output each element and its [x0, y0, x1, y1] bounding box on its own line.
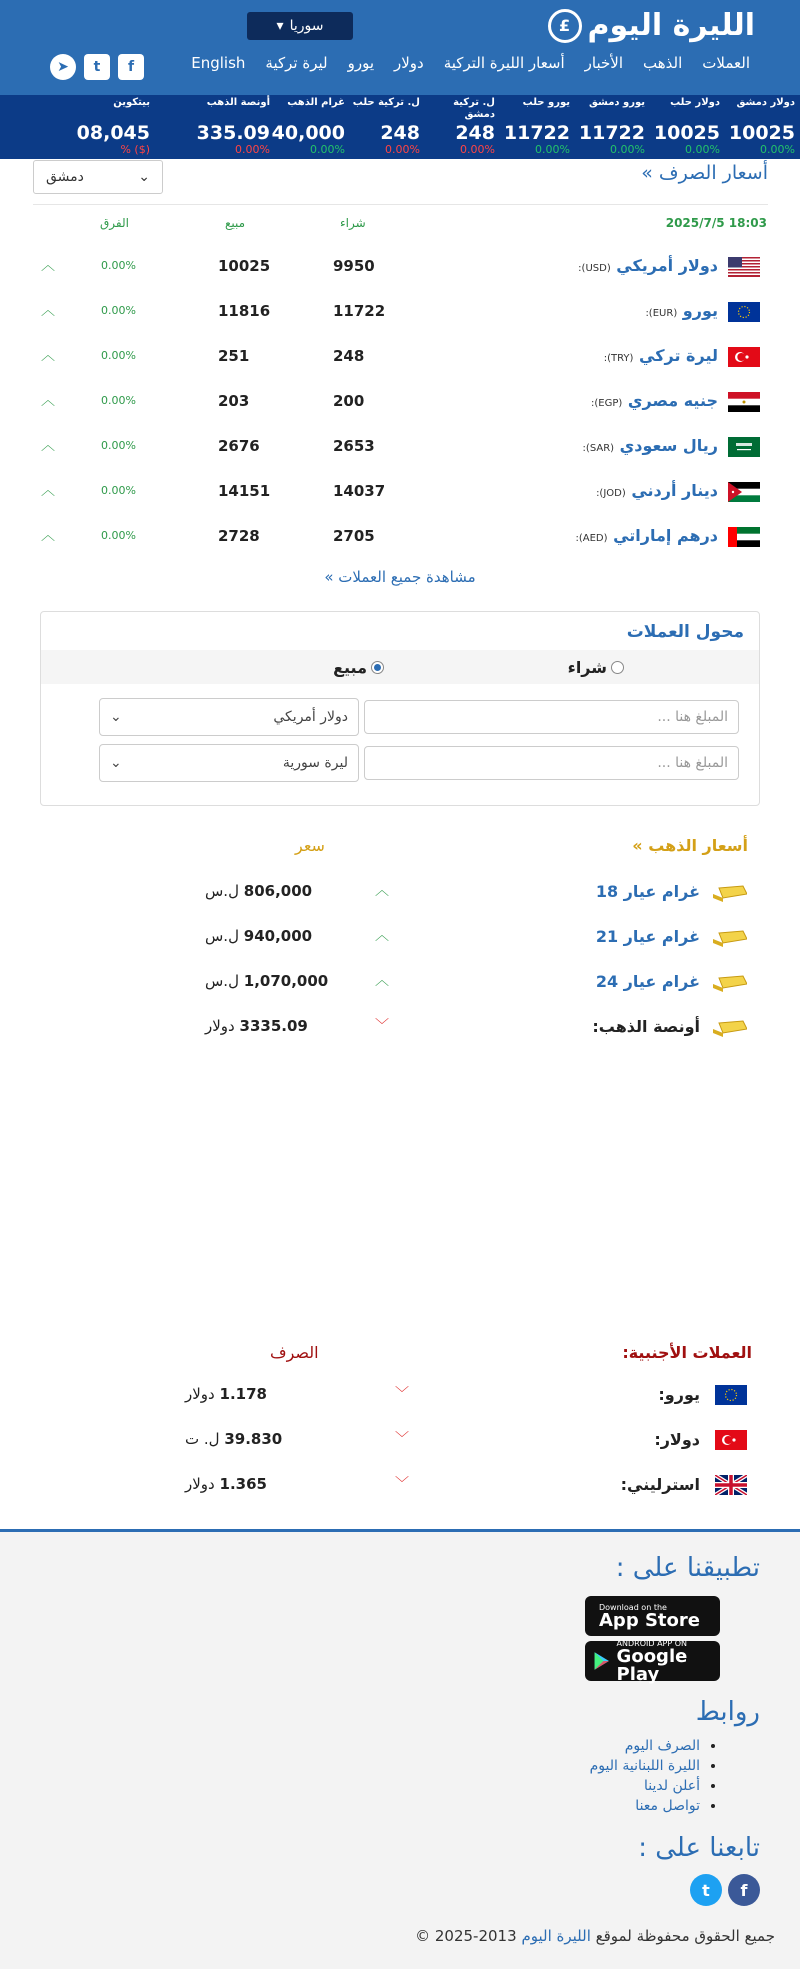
divider — [33, 204, 768, 205]
sa-flag-icon — [728, 437, 760, 457]
ticker-value: 08,045 — [76, 122, 150, 144]
arrow-up-icon: ︿ — [375, 883, 389, 899]
gold-row[interactable] — [45, 960, 755, 1005]
radio-checked-icon — [371, 661, 384, 674]
table-row[interactable] — [33, 333, 768, 378]
country-value: سوريا — [289, 18, 324, 34]
buy-value: 9950 — [333, 257, 375, 275]
gold-value: 1,070,000 ل.س — [205, 972, 329, 990]
foreign-row — [45, 1463, 755, 1508]
ticker-value: 11722 — [503, 122, 570, 144]
site-header — [0, 0, 800, 95]
nav-news[interactable]: الأخبار — [584, 54, 624, 72]
chevron-down-icon: ⌄ — [110, 755, 122, 771]
amount-input-from[interactable]: المبلغ هنا ... — [364, 700, 739, 734]
sell-value: 11816 — [218, 302, 271, 320]
ticker-label: يورو دمشق — [589, 97, 645, 108]
arrow-down-icon: ﹀ — [395, 1431, 409, 1447]
sell-value: 2728 — [218, 527, 260, 545]
table-row[interactable] — [33, 423, 768, 468]
ticker-item[interactable] — [648, 97, 720, 156]
appstore-big: App Store — [599, 1609, 700, 1631]
copyright — [415, 1927, 775, 1945]
converter-title: محول العملات — [626, 622, 744, 642]
ticker-label: دولار حلب — [670, 97, 720, 108]
appstore-small: Download on the — [599, 1602, 667, 1612]
sell-value: 10025 — [218, 257, 271, 275]
us-flag-icon — [728, 257, 760, 277]
ticker-label: ل. تركية دمشق — [453, 97, 495, 120]
arrow-up-icon: ︿ — [41, 258, 55, 274]
update-datetime — [666, 216, 767, 230]
gold-row[interactable] — [45, 870, 755, 915]
ticker-change: 0.00% — [685, 143, 720, 156]
foreign-row — [45, 1373, 755, 1418]
copyright-prefix: جميع الحقوق محفوظة لموقع — [595, 1927, 775, 1945]
update-date: 2025/7/5 — [665, 216, 725, 230]
to-currency-value: ليرة سورية — [282, 755, 348, 771]
twitter-icon[interactable]: t — [84, 54, 110, 80]
gplay-small: ANDROID APP ON — [616, 1638, 688, 1648]
eu-flag-icon — [728, 302, 760, 322]
gold-name[interactable]: غرام عيار 18 — [595, 882, 700, 901]
copyright-years: 2013-2025 © — [415, 1927, 517, 1945]
ticker-value: 10025 — [728, 122, 795, 144]
buy-value: 200 — [333, 392, 365, 410]
caret-down-icon: ▾ — [276, 18, 284, 34]
table-row[interactable] — [33, 243, 768, 288]
gold-row[interactable] — [45, 915, 755, 960]
diff-value: 0.00% — [101, 349, 136, 362]
col-buy-header: شراء — [340, 216, 366, 230]
foreign-value: 1.178 دولار — [185, 1385, 267, 1403]
footer-links — [590, 1736, 720, 1816]
sell-radio[interactable] — [333, 658, 384, 677]
arrow-up-icon: ︿ — [41, 393, 55, 409]
gold-value: 3335.09 دولار — [205, 1017, 308, 1035]
currency-name[interactable]: يورو (EUR): — [645, 301, 718, 320]
ticker-change: 0.00% — [235, 143, 270, 156]
gold-bar-icon — [713, 882, 747, 904]
gold-title[interactable]: أسعار الذهب » — [632, 836, 748, 855]
nav-turkish-lira-prices[interactable]: أسعار الليرة التركية — [443, 54, 565, 72]
lira-icon: £ — [548, 9, 582, 43]
gold-name: أونصة الذهب: — [592, 1017, 700, 1036]
twitter-icon[interactable]: t — [690, 1874, 722, 1906]
ticker-item[interactable] — [198, 97, 270, 156]
ticker-change: 0.00% — [385, 143, 420, 156]
sell-radio-label: مبيع — [333, 658, 367, 677]
facebook-icon[interactable]: f — [118, 54, 144, 80]
ticker-item[interactable] — [573, 97, 645, 156]
price-ticker — [0, 95, 800, 159]
gold-name[interactable]: غرام عيار 21 — [595, 927, 700, 946]
ticker-item[interactable] — [498, 97, 570, 156]
diff-value: 0.00% — [101, 529, 136, 542]
ticker-item[interactable] — [78, 97, 150, 156]
arrow-up-icon: ︿ — [41, 438, 55, 454]
foreign-title: العملات الأجنبية: — [622, 1343, 752, 1362]
nav-turkish-lira[interactable]: ليرة تركية — [265, 54, 328, 72]
currency-name[interactable]: جنيه مصري (EGP): — [590, 391, 718, 410]
exchange-title[interactable]: أسعار الصرف » — [641, 162, 768, 184]
logo-text: الليرة اليوم — [587, 8, 755, 43]
ticker-label: ل. تركية حلب — [352, 97, 420, 108]
diff-value: 0.00% — [101, 259, 136, 272]
nav-euro[interactable]: يورو — [347, 54, 374, 72]
foreign-name: استرليني: — [620, 1475, 700, 1494]
ticker-item[interactable] — [423, 97, 495, 156]
currency-name[interactable]: ريال سعودي (SAR): — [582, 436, 718, 455]
ticker-change: 0.00% — [460, 143, 495, 156]
foreign-name: دولار: — [654, 1430, 700, 1449]
city-select[interactable] — [33, 160, 163, 194]
arrow-up-icon: ︿ — [375, 973, 389, 989]
tr-flag-icon — [715, 1430, 747, 1450]
gplay-big: Google Play — [616, 1645, 688, 1685]
table-row[interactable] — [33, 513, 768, 558]
arrow-up-icon: ︿ — [41, 483, 55, 499]
nav-dollar[interactable]: دولار — [394, 54, 424, 72]
ticker-label: أونصة الذهب — [206, 97, 270, 108]
radio-icon — [611, 661, 624, 674]
ticker-value: 248 — [455, 122, 495, 144]
jo-flag-icon — [728, 482, 760, 502]
city-value: دمشق — [46, 169, 84, 185]
follow-title: تابعنا على : — [638, 1833, 760, 1863]
chevron-down-icon: ⌄ — [110, 709, 122, 725]
uk-flag-icon — [715, 1475, 747, 1495]
from-currency-select[interactable] — [99, 698, 359, 736]
footer-link[interactable]: • الليرة اللبنانية اليوم — [590, 1756, 700, 1776]
converter-mode — [41, 650, 759, 684]
nav-currencies[interactable]: العملات — [702, 54, 750, 72]
arrow-down-icon: ﹀ — [395, 1386, 409, 1402]
diff-value: 0.00% — [101, 394, 136, 407]
currency-name[interactable]: دولار أمريكي (USD): — [578, 256, 718, 275]
diff-value: 0.00% — [101, 439, 136, 452]
footer-link[interactable]: • أعلن لدينا — [590, 1776, 700, 1796]
sell-value: 2676 — [218, 437, 260, 455]
currency-name[interactable]: ليرة تركي (TRY): — [603, 346, 718, 365]
eg-flag-icon — [728, 392, 760, 412]
ticker-value: 10025 — [653, 122, 720, 144]
table-row[interactable] — [33, 378, 768, 423]
view-all-currencies-link[interactable]: مشاهدة جميع العملات » — [324, 568, 476, 586]
arrow-down-icon: ﹀ — [395, 1476, 409, 1492]
gold-price-header: سعر — [295, 836, 325, 855]
header-social — [50, 54, 144, 80]
col-sell-header: مبيع — [225, 216, 246, 230]
ticker-label: دولار دمشق — [736, 97, 795, 108]
eu-flag-icon — [715, 1385, 747, 1405]
ticker-change: 0.00% — [310, 143, 345, 156]
ae-flag-icon — [728, 527, 760, 547]
buy-radio-label: شراء — [567, 658, 607, 677]
table-row[interactable] — [33, 468, 768, 513]
arrow-up-icon: ︿ — [41, 303, 55, 319]
nav-gold[interactable]: الذهب — [643, 54, 683, 72]
ticker-label: يورو حلب — [522, 97, 570, 108]
ticker-value: 40,000 — [271, 122, 345, 144]
currency-name[interactable]: دينار أردني (JOD): — [596, 481, 718, 500]
diff-value: 0.00% — [101, 484, 136, 497]
buy-value: 11722 — [333, 302, 386, 320]
from-currency-value: دولار أمريكي — [273, 709, 348, 725]
main-nav — [191, 54, 750, 72]
ticker-value: 11722 — [578, 122, 645, 144]
facebook-icon[interactable]: f — [728, 1874, 760, 1906]
buy-value: 2653 — [333, 437, 375, 455]
google-play-button[interactable] — [585, 1638, 720, 1685]
arrow-up-icon: ︿ — [375, 928, 389, 944]
gold-bar-icon — [713, 1017, 747, 1039]
chevron-down-icon: ⌄ — [138, 169, 150, 185]
nav-english[interactable]: English — [191, 54, 246, 72]
sell-value: 203 — [218, 392, 250, 410]
foreign-value: 1.365 دولار — [185, 1475, 267, 1493]
arrow-up-icon: ︿ — [41, 528, 55, 544]
buy-value: 14037 — [333, 482, 386, 500]
currency-converter — [40, 611, 760, 806]
google-play-icon — [593, 1649, 611, 1673]
foreign-row — [45, 1418, 755, 1463]
ticker-item[interactable] — [723, 97, 795, 156]
ticker-label: غرام الذهب — [287, 97, 345, 108]
currency-name[interactable]: درهم إماراتي (AED): — [575, 526, 718, 545]
update-time: 18:03 — [728, 216, 767, 230]
ticker-item[interactable] — [348, 97, 420, 156]
apps-title: تطبيقنا على : — [615, 1553, 760, 1583]
gold-name[interactable]: غرام عيار 24 — [595, 972, 700, 991]
foreign-rate-header: الصرف — [270, 1343, 319, 1362]
site-logo[interactable] — [548, 8, 755, 43]
arrow-up-icon: ︿ — [41, 348, 55, 364]
to-currency-select[interactable] — [99, 744, 359, 782]
ticker-item[interactable] — [273, 97, 345, 156]
table-row[interactable] — [33, 288, 768, 333]
ticker-change: 0.00% — [535, 143, 570, 156]
gold-value: 940,000 ل.س — [205, 927, 313, 945]
diff-value: 0.00% — [101, 304, 136, 317]
amount-input-to[interactable]: المبلغ هنا ... — [364, 746, 739, 780]
ticker-change: 0.00% — [760, 143, 795, 156]
app-store-button[interactable] — [585, 1596, 720, 1636]
tr-flag-icon — [728, 347, 760, 367]
telegram-icon[interactable]: ➤ — [50, 54, 76, 80]
footer-social — [690, 1874, 760, 1906]
links-title: روابط — [695, 1697, 760, 1727]
buy-radio[interactable] — [568, 658, 624, 677]
ticker-change: 0.00% — [610, 143, 645, 156]
foreign-value: 39.830 ل. ت — [185, 1430, 283, 1448]
ticker-value: 335.09 — [196, 122, 270, 144]
buy-value: 248 — [333, 347, 365, 365]
country-select[interactable] — [247, 12, 353, 40]
col-diff-header: الفرق — [100, 216, 129, 230]
ticker-label: بيتكوين — [113, 97, 150, 108]
ticker-change: ($) % — [120, 143, 150, 156]
footer-link[interactable]: • تواصل معنا — [590, 1796, 700, 1816]
gold-bar-icon — [713, 972, 747, 994]
gold-row[interactable] — [45, 1005, 755, 1050]
foreign-name: يورو: — [658, 1385, 700, 1404]
arrow-down-icon: ﹀ — [375, 1018, 389, 1034]
copyright-site-link[interactable]: الليرة اليوم — [521, 1927, 591, 1945]
ticker-value: 248 — [380, 122, 420, 144]
gold-bar-icon — [713, 927, 747, 949]
gold-value: 806,000 ل.س — [205, 882, 313, 900]
sell-value: 251 — [218, 347, 250, 365]
buy-value: 2705 — [333, 527, 375, 545]
footer-link[interactable]: • الصرف اليوم — [590, 1736, 700, 1756]
sell-value: 14151 — [218, 482, 271, 500]
